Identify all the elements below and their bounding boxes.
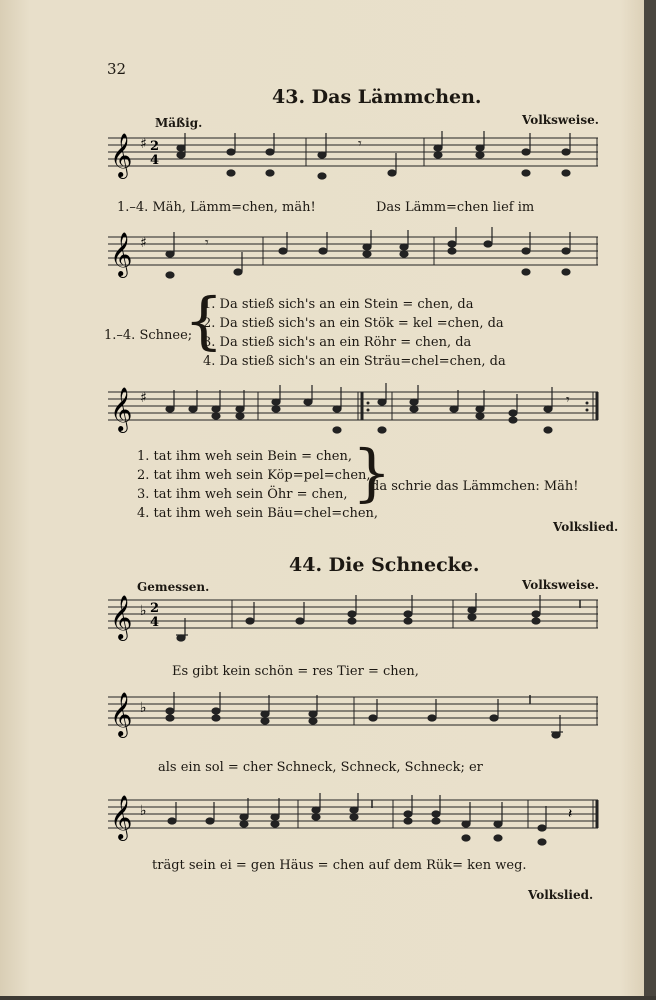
- svg-text:𝄞: 𝄞: [110, 387, 133, 431]
- svg-text:♭: ♭: [140, 803, 147, 819]
- staff-43-1: [0, 128, 656, 198]
- song-43-source: Volkslied.: [553, 520, 619, 534]
- svg-text:𝄞: 𝄞: [110, 692, 133, 736]
- song-43-lyric-1a: 1.–4. Mäh, Lämm=chen, mäh!: [117, 200, 316, 215]
- svg-text:𝄾: 𝄾: [566, 392, 570, 408]
- svg-text:2: 2: [150, 601, 160, 616]
- brace-verses-a: {: [184, 284, 224, 357]
- svg-text:𝄽: 𝄽: [568, 806, 573, 822]
- song-44-lyric-1: Es gibt kein schön = res Tier = chen,: [172, 664, 419, 679]
- song-43-tempo: Mäßig.: [155, 116, 203, 130]
- brace-verses-b: {: [352, 436, 392, 509]
- song-43-verse-a-3: 3. Da stieß sich's an ein Röhr = chen, da: [203, 335, 472, 350]
- song-43-refrain-lead: 1.–4. Schnee;: [104, 328, 193, 343]
- song-44-title: 44. Die Schnecke.: [289, 554, 480, 576]
- song-44-source: Volkslied.: [528, 888, 594, 902]
- song-43-composer: Volksweise.: [522, 113, 599, 127]
- svg-text:4: 4: [150, 615, 160, 630]
- song-43-verse-b-2: 2. tat ihm weh sein Köp=pel=chen,: [137, 468, 371, 483]
- svg-text:𝄞: 𝄞: [110, 232, 133, 276]
- staff-44-2: [0, 685, 656, 755]
- svg-text:2: 2: [150, 139, 160, 154]
- song-43-title: 43. Das Lämmchen.: [272, 86, 482, 108]
- song-43-verse-b-1: 1. tat ihm weh sein Bein = chen,: [137, 449, 352, 464]
- svg-text:𝄞: 𝄞: [110, 595, 133, 639]
- song-44-lyric-3: trägt sein ei = gen Häus = chen auf dem Rük= ken weg.: [152, 858, 527, 873]
- page-number: 32: [107, 60, 127, 78]
- song-43-verse-a-1: 1. Da stieß sich's an ein Stein = chen, da: [203, 297, 474, 312]
- svg-text:𝄞: 𝄞: [110, 795, 133, 839]
- song-43-refrain-end: da schrie das Lämmchen: Mäh!: [371, 479, 579, 494]
- page-edge-bottom: [0, 996, 656, 1000]
- svg-text:♭: ♭: [140, 603, 147, 619]
- svg-text:𝄾: 𝄾: [358, 136, 362, 152]
- svg-text:4: 4: [150, 153, 160, 168]
- staff-44-3: [0, 788, 656, 858]
- staff-44-1: [0, 590, 656, 660]
- svg-text:♭: ♭: [140, 700, 147, 716]
- svg-text:𝄞: 𝄞: [110, 133, 133, 177]
- song-43-verse-b-3: 3. tat ihm weh sein Öhr = chen,: [137, 487, 348, 502]
- song-43-verse-a-4: 4. Da stieß sich's an ein Sträu=chel=chen, da: [203, 354, 506, 369]
- svg-text:♯: ♯: [140, 235, 147, 251]
- staff-43-3: [0, 380, 656, 450]
- song-43-lyric-1b: Das Lämm=chen lief im: [376, 200, 535, 215]
- song-43-verse-a-2: 2. Da stieß sich's an ein Stök = kel =chen, da: [203, 316, 504, 331]
- svg-text:♯: ♯: [140, 136, 147, 152]
- song-44-lyric-2: als ein sol = cher Schneck, Schneck, Schneck; er: [158, 760, 483, 775]
- svg-text:♯: ♯: [140, 390, 147, 406]
- song-44-tempo: Gemessen.: [137, 580, 210, 594]
- staff-43-2: [0, 225, 656, 295]
- svg-text:𝄾: 𝄾: [205, 235, 209, 251]
- song-44-composer: Volksweise.: [522, 578, 599, 592]
- song-43-verse-b-4: 4. tat ihm weh sein Bäu=chel=chen,: [137, 506, 379, 521]
